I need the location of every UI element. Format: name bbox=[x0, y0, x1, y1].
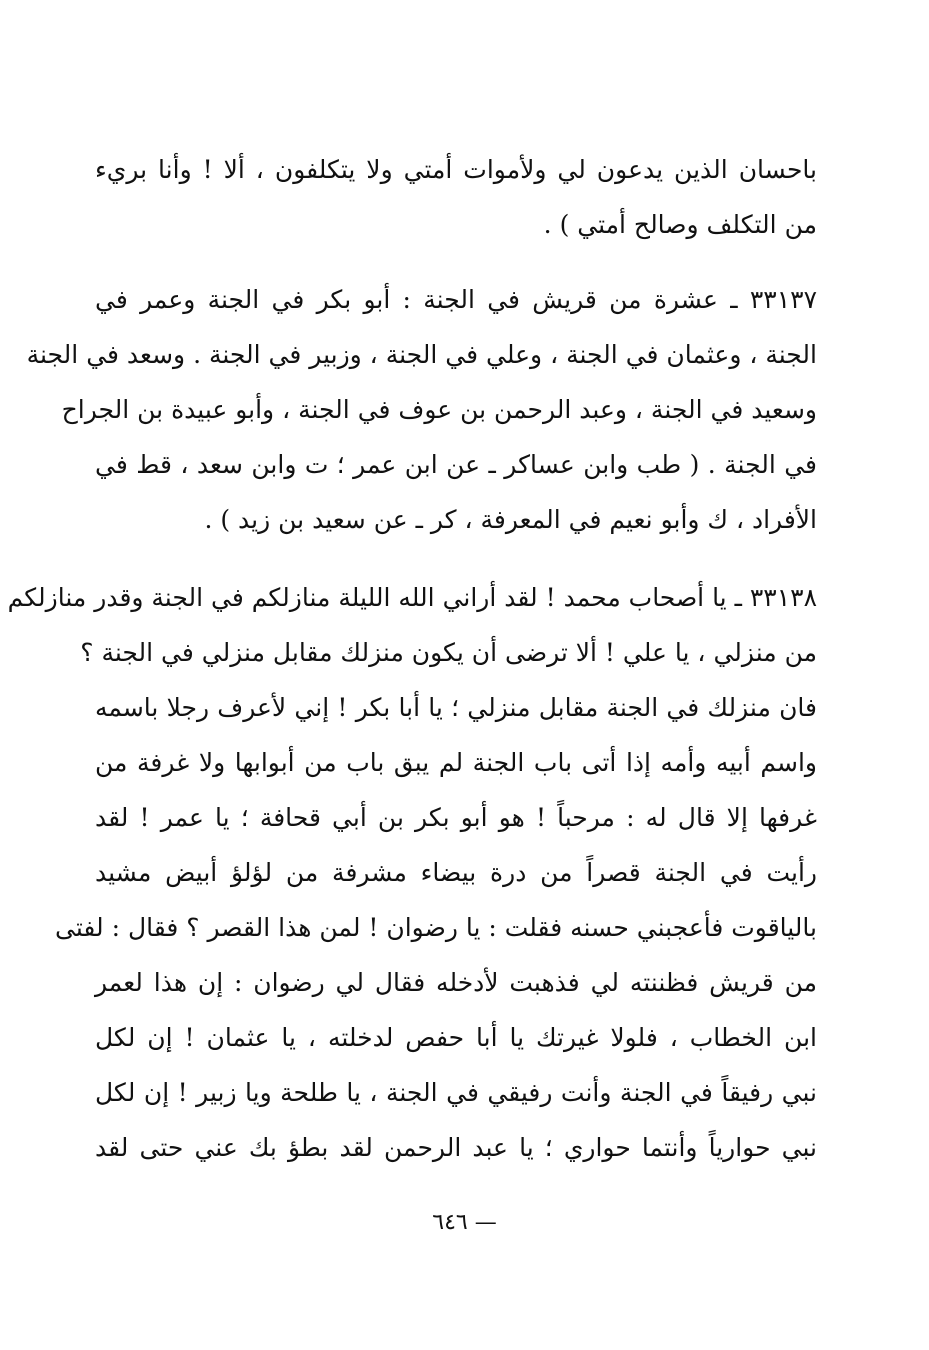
page-number: — ٦٤٦ bbox=[432, 1210, 497, 1235]
text-line: واسم أبيه وأمه إذا أتى باب الجنة لم يبق باب من أبوابها ولا غرفة من bbox=[95, 748, 817, 777]
text-line: من التكلف وصالح أمتي ) . bbox=[543, 210, 817, 239]
text-line: فان منزلك في الجنة مقابل منزلي ؛ يا أبا بكر ! إني لأعرف رجلا باسمه bbox=[95, 693, 817, 722]
text-line: من قريش فظننته لي فذهبت لأدخله فقال لي رضوان : إن هذا لعمر bbox=[95, 968, 817, 997]
text-line: في الجنة . ( طب وابن عساكر ـ عن ابن عمر ؛ ت وابن سعد ، قط في bbox=[95, 450, 817, 479]
paragraph-hadith-33138 bbox=[7, 570, 817, 1175]
text-line: الجنة ، وعثمان في الجنة ، وعلي في الجنة ، وزبير في الجنة . وسعد في الجنة bbox=[26, 340, 817, 369]
text-line: وسعيد في الجنة ، وعبد الرحمن بن عوف في الجنة ، وأبو عبيدة بن الجراح bbox=[61, 395, 817, 424]
text-line: رأيت في الجنة قصراً من درة بيضاء مشرفة من لؤلؤ أبيض مشيد bbox=[95, 858, 817, 887]
text-line: باحسان الذين يدعون لي ولأموات أمتي ولا يتكلفون ، ألا ! وأنا بريء bbox=[95, 155, 817, 184]
paragraph-continuation bbox=[95, 142, 817, 252]
text-line: ابن الخطاب ، فلولا غيرتك يا أبا حفص لدخلته ، يا عثمان ! إن لكل bbox=[95, 1023, 817, 1052]
text-line: الأفراد ، ك وأبو نعيم في المعرفة ، كر ـ عن سعيد بن زيد ) . bbox=[204, 505, 817, 534]
paragraph-hadith-33137 bbox=[26, 272, 818, 547]
text-line: غرفها إلا قال له : مرحباً ! هو أبو بكر بن أبي قحافة ؛ يا عمر ! لقد bbox=[95, 803, 817, 832]
text-line: من منزلي ، يا علي ! ألا ترضى أن يكون منزلك مقابل منزلي في الجنة ؟ bbox=[80, 638, 817, 667]
text-line: نبي رفيقاً في الجنة وأنت رفيقي في الجنة ، يا طلحة ويا زبير ! إن لكل bbox=[95, 1078, 817, 1107]
text-line: ٣٣١٣٨ ـ يا أصحاب محمد ! لقد أراني الله الليلة منازلكم في الجنة وقدر منازلكم bbox=[7, 583, 817, 612]
text-line: نبي حوارياً وأنتما حواري ؛ يا عبد الرحمن لقد بطؤ بك عني حتى لقد bbox=[95, 1133, 817, 1162]
text-line: بالياقوت فأعجبني حسنه فقلت : يا رضوان ! لمن هذا القصر ؟ فقال : لفتى bbox=[55, 913, 817, 942]
text-line: ٣٣١٣٧ ـ عشرة من قريش في الجنة : أبو بكر في الجنة وعمر في bbox=[95, 285, 818, 314]
